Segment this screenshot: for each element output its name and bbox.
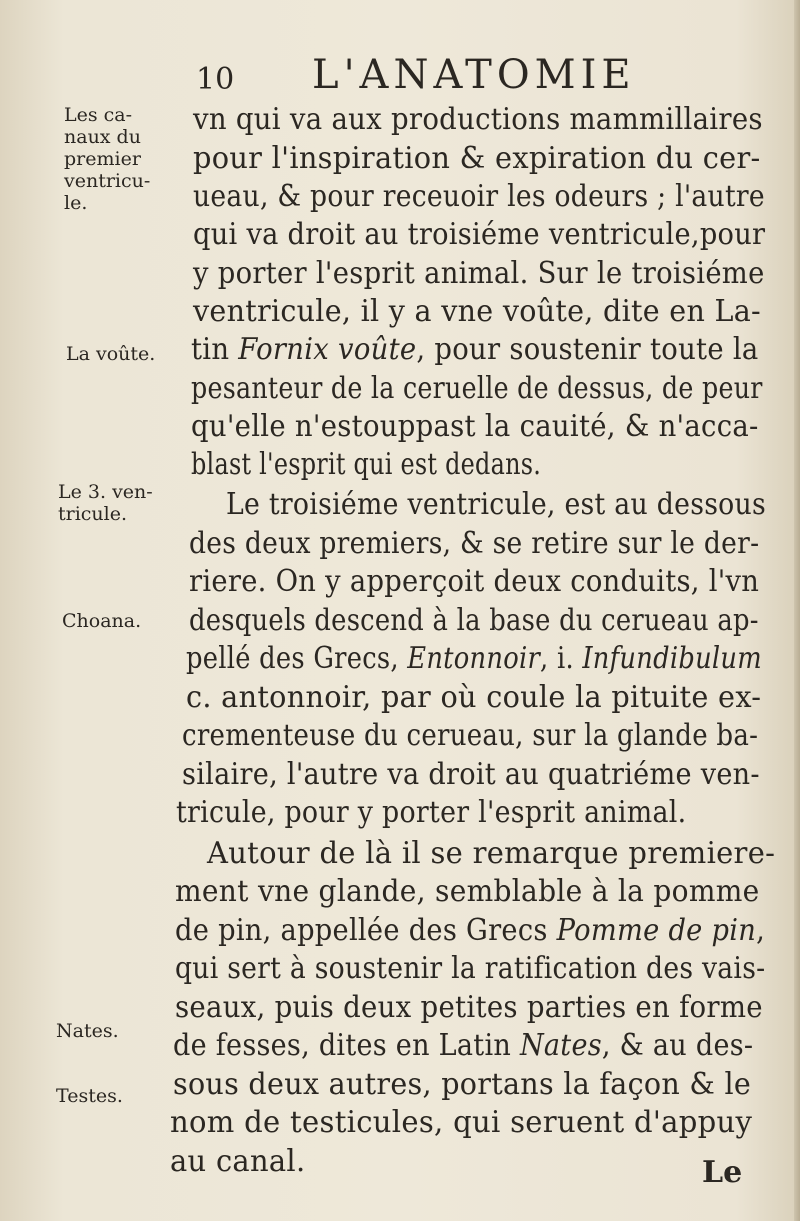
text-line: sous deux autres, portans la façon & le	[173, 1067, 752, 1102]
text-line	[173, 1028, 753, 1063]
text-line: nom de testicules, qui seruent d'appuy	[170, 1105, 753, 1140]
italic-term: Infundibulum	[582, 641, 762, 676]
margin-note-testes	[56, 1085, 123, 1107]
text-line: pour l'inspiration & expiration du cer-	[193, 141, 761, 176]
text-line: ventricule, il y a vne voûte, dite en La-	[193, 294, 761, 329]
margin-note-canaux	[64, 104, 150, 214]
margin-note-line: Le 3. ven-	[58, 481, 153, 503]
text-line: des deux premiers, & se retire sur le der-	[189, 526, 760, 561]
text-line: ueau, & pour receuoir les odeurs ; l'autre	[193, 179, 765, 214]
text-line: seaux, puis deux petites parties en forme	[175, 990, 763, 1025]
italic-term: Nates	[519, 1028, 602, 1063]
text-line: Le troisiéme ventricule, est au dessous	[226, 487, 767, 522]
italic-term: Entonnoir	[407, 641, 541, 676]
text-line: y porter l'esprit animal. Sur le troisiéme	[193, 256, 765, 291]
margin-note-line: Nates.	[56, 1020, 119, 1042]
catchword: Le	[702, 1155, 743, 1190]
margin-note-voute	[66, 343, 155, 365]
text-line: crementeuse du cerueau, sur la glande ba-	[182, 718, 759, 753]
text-line: riere. On y apperçoit deux conduits, l'vn	[189, 564, 760, 599]
text-line	[186, 641, 762, 676]
text-run: , pour soustenir toute la	[416, 332, 759, 367]
text-line: qui va droit au troisiéme ventricule,pour	[193, 217, 766, 252]
page-edge	[794, 0, 800, 1221]
text-line: silaire, l'autre va droit au quatriéme ven-	[182, 757, 760, 792]
margin-note-line: le.	[64, 192, 88, 214]
text-line: qu'elle n'estouppast la cauité, & n'acca-	[191, 409, 759, 444]
margin-note-line: Testes.	[56, 1085, 123, 1107]
text-run: ,	[756, 913, 766, 948]
margin-note-line: premier	[64, 148, 141, 170]
text-line: qui sert à soustenir la ratification des vais-	[175, 951, 766, 986]
text-run: tin	[191, 332, 239, 367]
text-line: ment vne glande, semblable à la pomme	[175, 874, 760, 909]
margin-note-line: tricule.	[58, 503, 128, 525]
text-run: , i.	[540, 641, 583, 676]
text-line: pesanteur de la ceruelle de dessus, de peur	[191, 371, 763, 406]
text-run: de fesses, dites en Latin	[173, 1028, 520, 1063]
margin-note-line: Les ca-	[64, 104, 133, 126]
page-header	[0, 52, 800, 102]
text-line: au canal.	[170, 1144, 306, 1179]
text-line: Autour de là il se remarque premiere-	[207, 836, 776, 871]
margin-note-line: Choana.	[62, 610, 142, 632]
margin-note-troisieme	[58, 481, 153, 525]
margin-note-line: naux du	[64, 126, 141, 148]
margin-note-choana	[62, 610, 141, 632]
text-line	[175, 913, 765, 948]
text-line: blast l'esprit qui est dedans.	[191, 447, 542, 482]
text-run: de pin, appellée des Grecs	[175, 913, 557, 948]
text-run: , & au des-	[601, 1028, 754, 1063]
italic-term: Fornix voûte	[238, 332, 417, 367]
text-line	[191, 332, 759, 367]
page-number: 10	[196, 62, 235, 97]
text-line: vn qui va aux productions mammillaires	[193, 102, 763, 137]
text-run: pellé des Grecs,	[186, 641, 408, 676]
text-line: c. antonnoir, par où coule la pituite ex-	[186, 680, 762, 715]
text-line: tricule, pour y porter l'esprit animal.	[176, 795, 687, 830]
margin-note-nates	[56, 1020, 119, 1042]
margin-note-line: La voûte.	[66, 343, 156, 365]
text-line: desquels descend à la base du cerueau ap-	[189, 603, 759, 638]
running-title: L'ANATOMIE	[312, 52, 636, 98]
italic-term: Pomme de pin	[556, 913, 757, 948]
margin-note-line: ventricu-	[64, 170, 151, 192]
